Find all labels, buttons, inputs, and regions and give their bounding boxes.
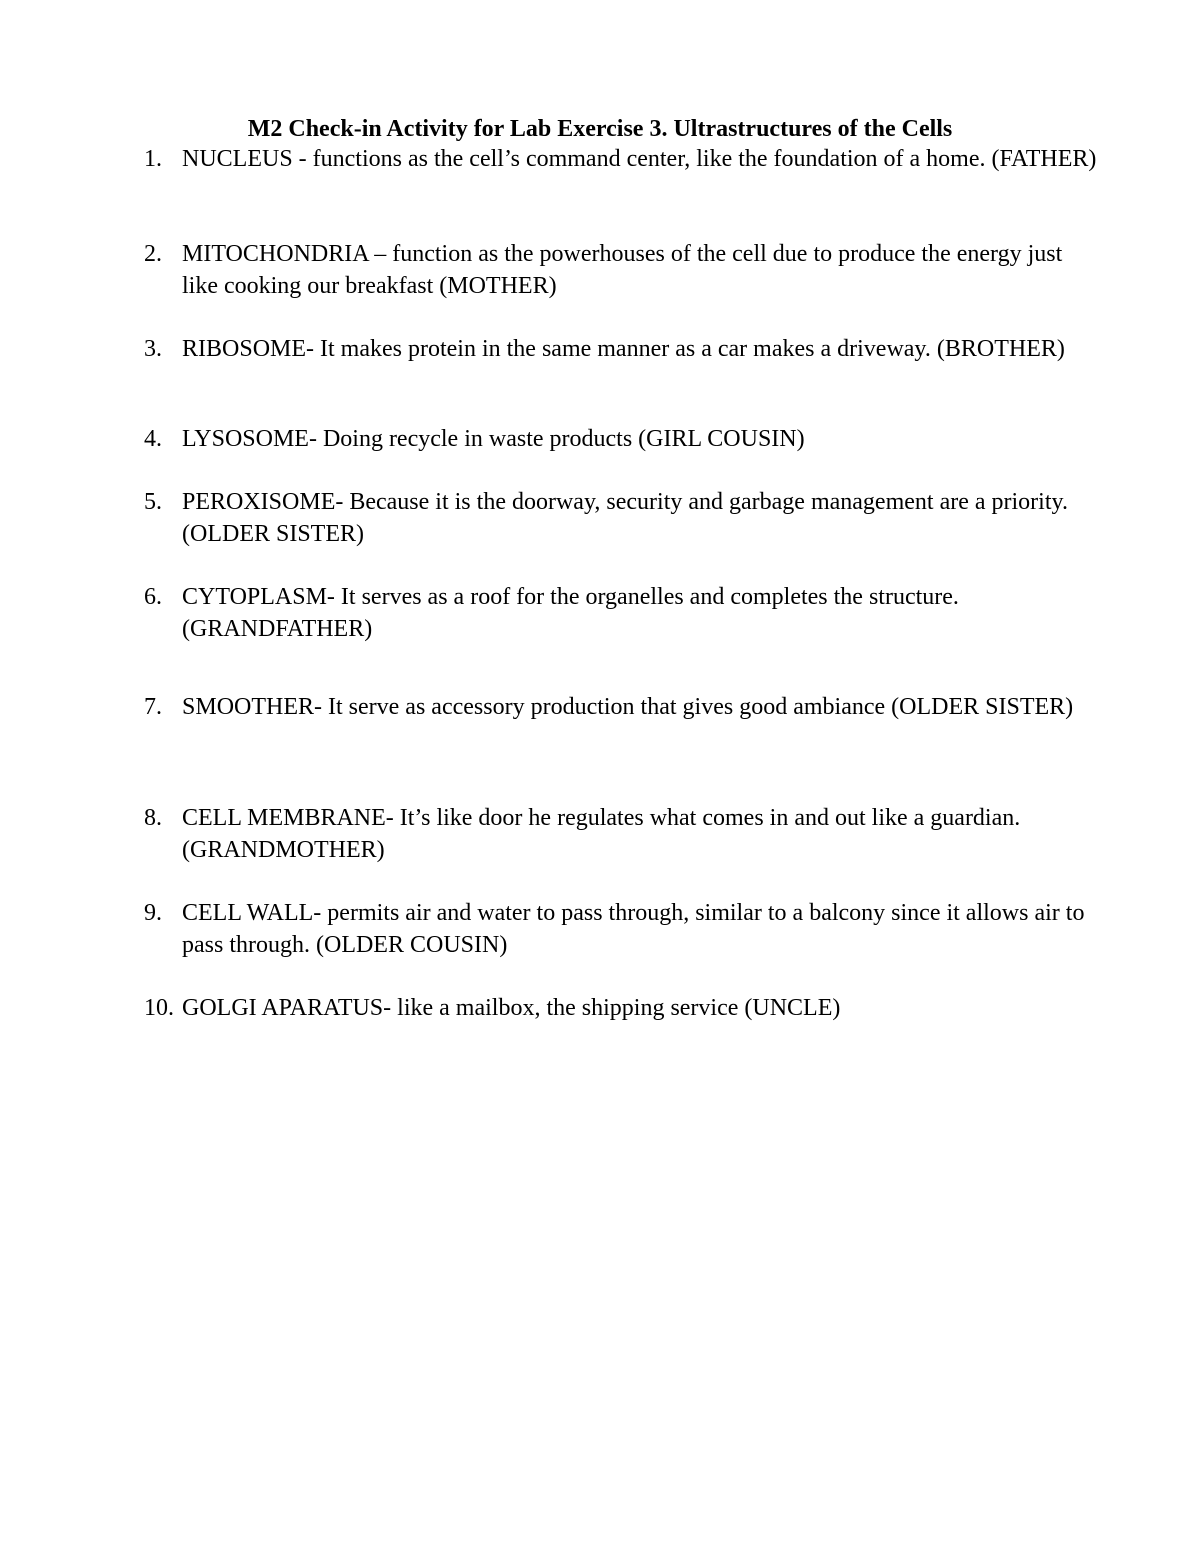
list-item-number: 9.	[144, 900, 162, 926]
list-item-text: SMOOTHER- It serve as accessory production that gives good ambiance (OLDER SISTER)	[182, 694, 1074, 720]
list-item-text: GOLGI APARATUS- like a mailbox, the shipping service (UNCLE)	[182, 995, 841, 1021]
list-item-number: 8.	[144, 805, 162, 831]
list-item-text: MITOCHONDRIA – function as the powerhouses of the cell due to produce the energy just like cooking our breakfast (MOTHER)	[182, 241, 1063, 299]
list-item-text: RIBOSOME- It makes protein in the same manner as a car makes a driveway. (BROTHER)	[182, 336, 1065, 362]
document-title: M2 Check-in Activity for Lab Exercise 3. Ultrastructures of the Cells	[247, 116, 953, 142]
list-item-text: CYTOPLASM- It serves as a roof for the organelles and completes the structure. (GRANDFATHER)	[182, 584, 959, 642]
list-item-text: CELL MEMBRANE- It’s like door he regulates what comes in and out like a guardian. (GRANDMOTHER)	[182, 805, 1021, 863]
list-item-number: 1.	[144, 146, 162, 172]
list-item-text: NUCLEUS - functions as the cell’s command center, like the foundation of a home. (FATHER)	[182, 146, 1097, 172]
list-item-number: 7.	[144, 694, 162, 720]
list-item-text: PEROXISOME- Because it is the doorway, security and garbage management are a priority. (OLDER SISTER)	[182, 489, 1068, 547]
list-item-number: 4.	[144, 426, 162, 452]
list-item-text: LYSOSOME- Doing recycle in waste products (GIRL COUSIN)	[182, 426, 805, 452]
list-item-number: 3.	[144, 336, 162, 362]
list-item-number: 5.	[144, 489, 162, 515]
list-item-text: CELL WALL- permits air and water to pass through, similar to a balcony since it allows air to pass through. (OLDER COUSIN)	[182, 900, 1085, 958]
list-item-number: 6.	[144, 584, 162, 610]
list-item-number: 10.	[144, 995, 174, 1021]
list-item-number: 2.	[144, 241, 162, 267]
